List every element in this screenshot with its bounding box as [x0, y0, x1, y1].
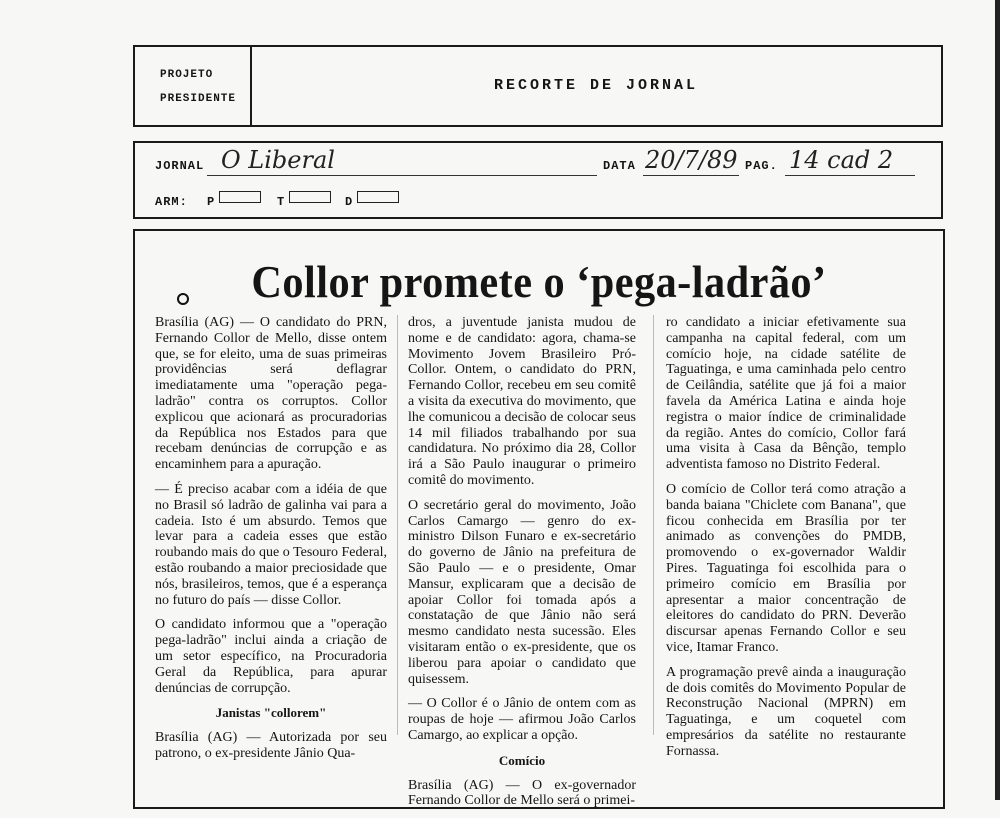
paragraph: Brasília (AG) — Autorizada por seu patrono, o ex-presidente Jânio Qua- — [155, 730, 387, 761]
article-column-1 — [155, 315, 387, 771]
article-clipping — [133, 229, 945, 809]
arm-label: ARM: — [155, 195, 188, 209]
clipping-title: RECORTE DE JORNAL — [493, 77, 699, 94]
pag-label: PAG. — [745, 159, 778, 173]
paragraph: O comício de Collor terá como atração a banda baiana "Chiclete com Banana", que ficou conhecida em Brasília por ter animado as convenções do PMDB, promovendo o ex-governador Waldir Pires. Taguatinga foi escolhida para o primeiro comício em Brasília por apresentar a maior concentração de eleitores do candidato do PRN. Deverão discursar apenas Fernando Collor e seu vice, Itamar Franco. — [666, 481, 906, 655]
project-label — [160, 63, 236, 111]
data-underline — [643, 175, 739, 176]
p-label: P — [207, 195, 216, 209]
subheading: Comício — [498, 752, 546, 768]
article-column-2 — [408, 315, 636, 818]
paragraph: — O Collor é o Jânio de ontem com as roupas de hoje — afirmou João Carlos Camargo, ao explicar a opção. — [408, 696, 636, 743]
project-label-line1: PROJETO — [160, 69, 214, 81]
t-label: T — [277, 195, 286, 209]
paragraph: ro candidato a iniciar efetivamente sua campanha na capital federal, com um comício hoje, na cidade satélite de Taguatinga, e uma caminhada pelo centro de Ceilândia, satélite que já foi a maior favela da América Latina e ainda hoje registra o maior índice de criminalidade da região. Antes do comício, Collor fará uma visita à Casa da Bênção, templo adventista famoso no Distrito Federal. — [666, 315, 906, 473]
paragraph: O candidato informou que a "operação pega-ladrão" inclui ainda a criação de um setor específico, na Procuradoria Geral da República, para apurar denúncias de corrupção. — [155, 617, 387, 696]
column-rule — [653, 315, 654, 735]
paragraph: dros, a juventude janista mudou de nome e de candidato: agora, chama-se Movimento Jovem Brasileiro Pró-Collor. Ontem, o candidato do PRN, Fernando Collor, recebeu em seu comitê a visita da executiva do movimento, que lhe comunicou a decisão de colocar seus 14 mil filiados trabalhando por sua candidatura. No próximo dia 28, Collor irá a São Paulo inaugurar o primeiro comitê do movimento. — [408, 315, 636, 488]
column-rule — [397, 315, 398, 735]
paragraph: A programação prevê ainda a inauguração de dois comitês do Movimento Popular de Reconstrução Nacional (MPRN) em Taguatinga, e um coquetel com empresários da satélite no restaurante Fornassa. — [666, 664, 906, 759]
jornal-label: JORNAL — [155, 159, 205, 173]
t-slot — [289, 191, 331, 203]
data-value: 20/7/89 — [645, 146, 738, 174]
d-label: D — [345, 195, 354, 209]
pag-value: 14 cad 2 — [789, 146, 894, 174]
data-label: DATA — [603, 159, 636, 173]
article-column-3 — [666, 315, 906, 769]
jornal-value: O Liberal — [221, 146, 335, 174]
subheading: Janistas "collorem" — [215, 705, 327, 721]
clipping-metadata — [133, 141, 943, 219]
article-headline: Collor promete o ‘pega-ladrão’ — [251, 256, 827, 307]
paragraph: O secretário geral do movimento, João Carlos Camargo — genro do ex-ministro Dilson Funaro e ex-secretário do governo de Jânio na prefeitura de São Paulo — e o presidente, Omar Mansur, explicaram que a decisão de apoiar Collor foi tomada após a constatação de que Jânio não será mesmo candidato nesta sucessão. Eles visitaram então o ex-presidente, que os liberou para apoiar o candidato que quisessem. — [408, 497, 636, 687]
paragraph: Brasília (AG) — O ex-governador Fernando Collor de Mello será o primei- — [408, 777, 636, 809]
d-slot — [357, 191, 399, 203]
p-slot — [219, 191, 261, 203]
project-label-line2: PRESIDENTE — [160, 93, 237, 105]
jornal-underline — [207, 175, 597, 176]
paragraph: — É preciso acabar com a idéia de que no Brasil só ladrão de galinha vai para a cadeia. Isto é um absurdo. Temos que levar para a cadeia esses que estão roubando mais do que o Tesouro Federal, estão roubando a maior preciosidade que nós, brasileiros, temos, que é a esperança no futuro do país — disse Collor. — [155, 481, 387, 608]
paragraph: Brasília (AG) — O candidato do PRN, Fernando Collor de Mello, disse ontem que, se for eleito, uma de suas primeiras providências será deflagrar imediatamente uma "operação pega-ladrão" contra os corruptos. Collor explicou que acionará as procuradorias da República nos Estados para que recebam denúncias de corrupção e as encaminhem para a apuração. — [155, 315, 387, 473]
clipping-header — [133, 45, 943, 127]
pag-underline — [785, 175, 915, 176]
scan-edge — [995, 0, 1000, 800]
